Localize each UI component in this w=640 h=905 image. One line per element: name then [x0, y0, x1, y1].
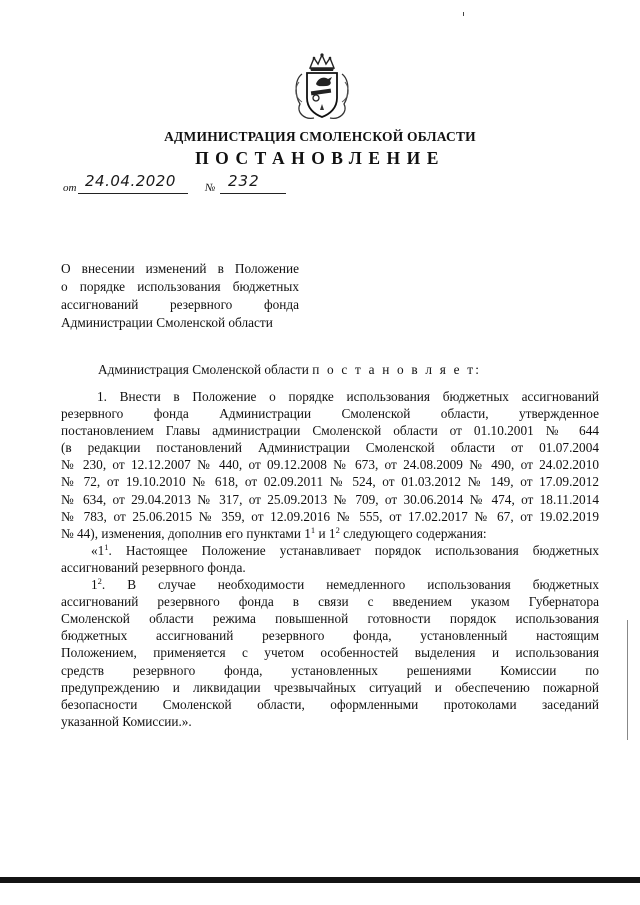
quote-line: безопасности Смоленской области, оформленными протоколами заседаний: [61, 696, 599, 712]
quote-line: средств резервного фонда, установленных решениями Комиссии по: [61, 662, 599, 678]
subject-line: о порядке использования бюджетных: [61, 279, 299, 294]
organization-name: АДМИНИСТРАЦИЯ СМОЛЕНСКОЙ ОБЛАСТИ: [164, 129, 476, 144]
superscript: 2: [335, 524, 340, 535]
quote-line: ассигнований резервного фонда в связи с введением указом Губернатора: [61, 594, 599, 610]
document-type-title: ПОСТАНОВЛЕНИЕ: [195, 148, 445, 168]
number-underline: [220, 193, 286, 194]
superscript: 2: [97, 576, 102, 587]
body-line: резервного фонда Администрации Смоленской области, утвержденное: [61, 406, 599, 422]
body-text: 1: [91, 577, 98, 593]
quote-line: указанной Комиссии.».: [61, 713, 192, 729]
scan-edge-mark: [627, 620, 628, 740]
body-text: и 1: [315, 525, 336, 541]
body-line: № 230, от 12.12.2007 № 440, от 09.12.2008 № 673, от 24.08.2009 № 490, от 24.02.2010: [61, 457, 599, 473]
body-line: (в редакции постановлений Администрации Смоленской области от 01.07.2004: [61, 440, 599, 456]
scan-mark: [463, 12, 464, 16]
smolensk-coat-of-arms-icon: [290, 52, 354, 124]
quote-line: Смоленской области режима повышенной готовности порядок использования: [61, 611, 599, 627]
quote-line: [61, 542, 599, 559]
body-line: № 783, от 25.06.2015 № 359, от 12.09.2016 № 555, от 17.02.2017 № 67, от 19.02.2019: [61, 508, 599, 524]
subject-line: ассигнований резервного фонда: [61, 297, 299, 312]
document-body: [61, 388, 599, 730]
quote-line: [61, 576, 599, 593]
quote-line: ассигнований резервного фонда.: [61, 559, 246, 575]
subject-line: О внесении изменений в Положение: [61, 261, 299, 276]
body-line: № 72, от 19.10.2010 № 618, от 02.09.2011 № 524, от 01.03.2012 № 149, от 17.09.2012: [61, 474, 599, 490]
body-line: постановлением Главы администрации Смоленской области от 01.10.2001 № 644: [61, 423, 599, 439]
body-line: 1. Внести в Положение о порядке использования бюджетных ассигнований: [97, 389, 599, 404]
date-label: от: [63, 182, 77, 194]
bottom-scan-border: [0, 877, 640, 883]
quote-line: Положением, применяется с учетом особенностей выделения и использования: [61, 645, 599, 661]
quote-line: предупреждению и ликвидации чрезвычайных ситуаций и обеспечению пожарной: [61, 679, 599, 695]
body-text: № 44), изменения, дополнив его пунктами 1: [61, 525, 311, 541]
preamble-resolves: п о с т а н о в л я е т:: [312, 362, 482, 377]
body-text: . В случае необходимости немедленного использования бюджетных: [101, 577, 599, 593]
subject-line: Администрации Смоленской области: [61, 315, 273, 330]
body-line: № 634, от 29.04.2013 № 317, от 25.09.2013 № 709, от 30.06.2014 № 474, от 18.11.2014: [61, 491, 599, 507]
superscript: 1: [104, 541, 109, 552]
superscript: 1: [310, 524, 316, 535]
date-underline: [78, 193, 188, 194]
body-text: «1: [91, 542, 105, 558]
document-subject: [61, 260, 299, 332]
preamble: [98, 362, 481, 378]
date-value: 24.04.2020: [85, 172, 176, 190]
quote-line: бюджетных ассигнований резервного фонда, установленный настоящим: [61, 628, 599, 644]
number-label: №: [205, 182, 216, 194]
body-text: . Настоящее Положение устанавливает порядок использования бюджетных: [108, 542, 599, 558]
body-line: [61, 525, 599, 542]
preamble-text: Администрация Смоленской области: [98, 362, 309, 377]
body-text: следующего содержания:: [339, 525, 487, 541]
number-value: 232: [228, 172, 260, 190]
